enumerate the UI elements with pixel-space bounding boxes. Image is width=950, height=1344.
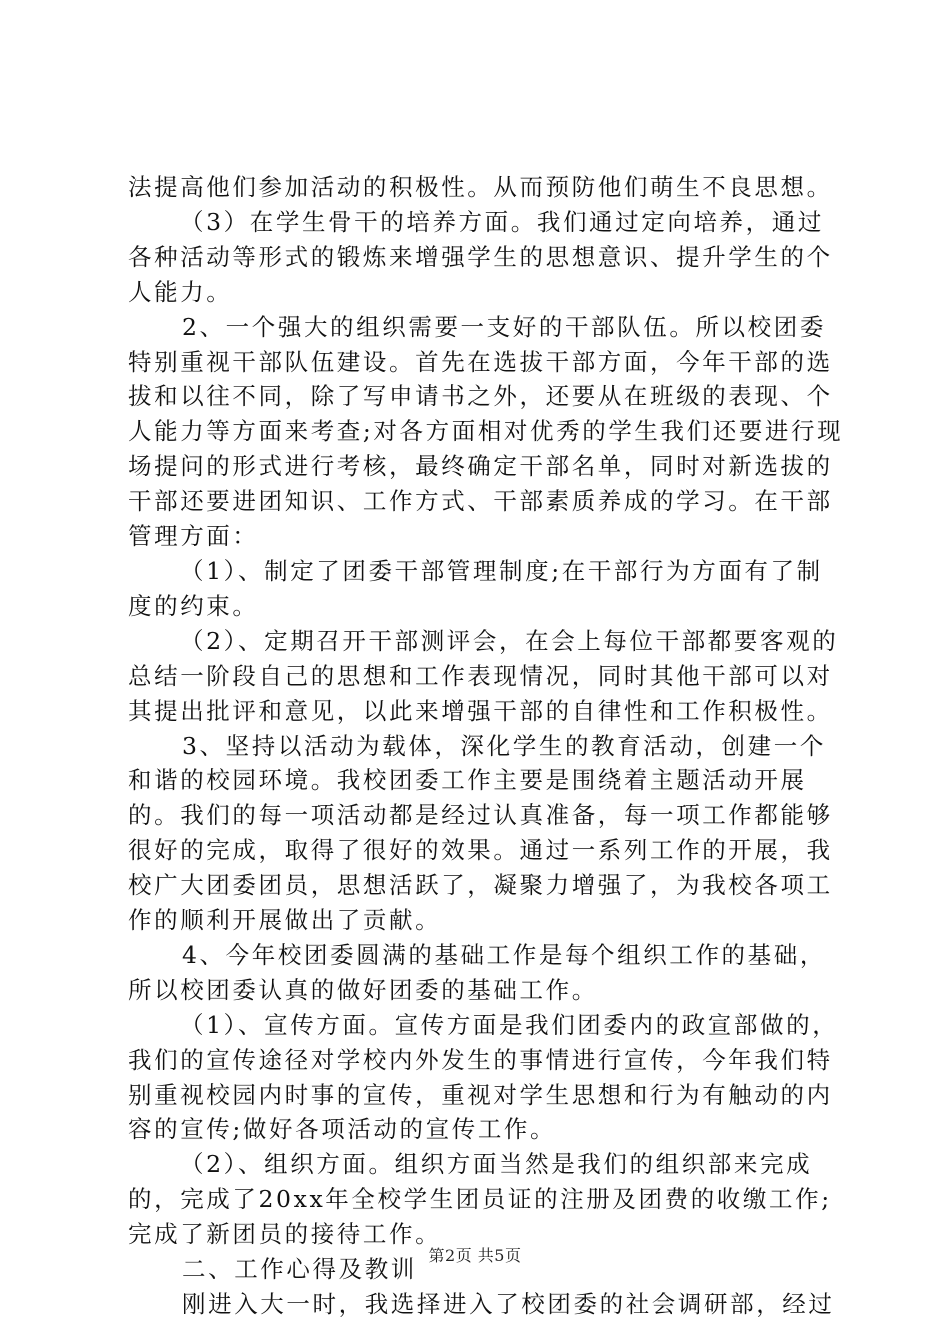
paragraph: （1）、制定了团委干部管理制度;在干部行为方面有了制度的约束。 [128,556,823,620]
document-body [128,170,848,1322]
paragraph: （2）、组织方面。组织方面当然是我们的组织部来完成的，完成了20xx年全校学生团员证的注册及团费的收缴工作;完成了新团员的接待工作。 [128,1150,832,1249]
paragraph: 2、一个强大的组织需要一支好的干部队伍。所以校团委特别重视干部队伍建设。首先在选拔干部方面，今年干部的选拔和以往不同，除了写申请书之外，还要从在班级的表现、个人能力等方面来考查;对各方面相对优秀的学生我们还要进行现场提问的形式进行考核，最终确定干部名单，同时对新选拔的干部还要进团知识、工作方式、干部素质养成的学习。在干部管理方面： [128,312,844,551]
page-number-footer: 第2页 共5页 [428,1246,522,1265]
paragraph: 法提高他们参加活动的积极性。从而预防他们萌生不良思想。 [128,173,833,201]
paragraph: （1）、宣传方面。宣传方面是我们团委内的政宣部做的，我们的宣传途径对学校内外发生的事情进行宣传，今年我们特别重视校园内时事的宣传，重视对学生思想和行为有触动的内容的宣传;做好各项活动的宣传工作。 [128,1010,839,1144]
paragraph: （3）在学生骨干的培养方面。我们通过定向培养，通过各种活动等形式的锻炼来增强学生的思想意识、提升学生的个人能力。 [128,207,833,306]
paragraph: （2）、定期召开干部测评会，在会上每位干部都要客观的总结一阶段自己的思想和工作表现情况，同时其他干部可以对其提出批评和意见，以此来增强干部的自律性和工作积极性。 [128,626,839,725]
paragraph: 刚进入大一时，我选择进入了校团委的社会调研部，经过 [182,1290,835,1318]
paragraph: 3、坚持以活动为载体，深化学生的教育活动，创建一个和谐的校园环境。我校团委工作主要是围绕着主题活动开展的。我们的每一项活动都是经过认真准备，每一项工作都能够很好的完成，取得了很好的效果。通过一系列工作的开展，我校广大团委团员，思想活跃了，凝聚力增强了，为我校各项工作的顺利开展做出了贡献。 [128,731,833,935]
section-heading: 二、工作心得及教训 [182,1255,417,1284]
paragraph: 4、今年校团委圆满的基础工作是每个组织工作的基础，所以校团委认真的做好团委的基础工作。 [128,940,826,1004]
